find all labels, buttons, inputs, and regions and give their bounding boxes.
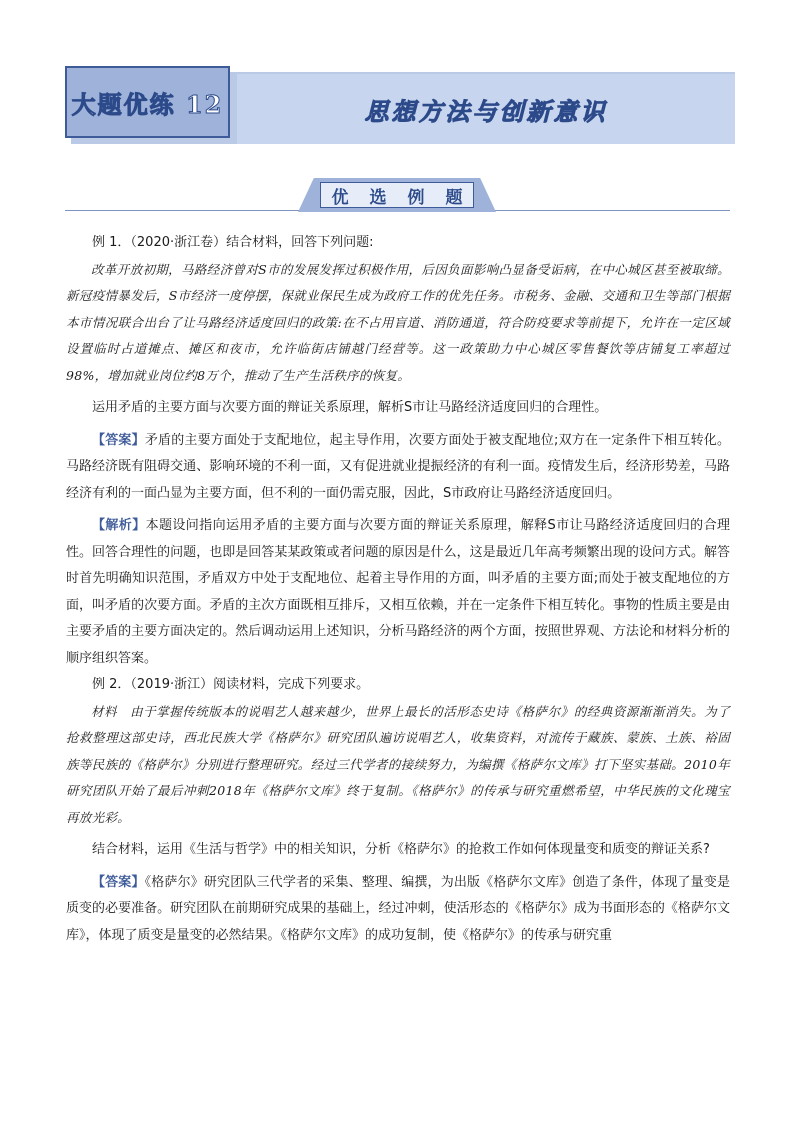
header-banner [65,66,735,146]
answer-text: 《格萨尔》研究团队三代学者的采集、整理、编撰，为出版《格萨尔文库》创造了条件，体现了量变是质变的必要准备。研究团队在前期研究成果的基础上，经过冲刺，使活形态的《格萨尔》成为书面形态的《格萨尔文库》，体现了质变是量变的必然结果。《格萨尔文库》的成功复制，使《格萨尔》的传承与研究重 [66,874,730,943]
answer-tag: 【答案】 [92,874,145,890]
document-body [66,230,730,949]
exercise-label: 大题优练 12 [71,89,224,119]
analysis-tag: 【解析】 [92,518,146,533]
question-1-prompt: 运用矛盾的主要方面与次要方面的辩证关系原理，解析S市让马路经济适度回归的合理性。 [92,400,608,415]
question-1-material: 改革开放初期，马路经济曾对S市的发展发挥过积极作用，后因负面影响凸显备受诟病，在中心城区甚至被取缔。新冠疫情暴发后，S市经济一度停摆，保就业保民生成为政府工作的优先任务。市税务、金融、交通和卫生等部门根据本市情况联合出台了让马路经济适度回归的政策:在不占用盲道、消防通道，符合防疫要求等前提下，允许在一定区域设置临时占道摊点、摊区和夜市，允许临街店铺越门经营等。这一政策助力中心城区零售餐饮等店铺复工率超过98%，增加就业岗位约8万个，推动了生产生活秩序的恢复。 [66,261,730,383]
badge-char: 题 [445,187,463,208]
question-1-analysis [66,513,730,672]
question-2-prompt: 结合材料，运用《生活与哲学》中的相关知识，分析《格萨尔》的抢救工作如何体现量变和质变的辩证关系? [92,842,710,857]
title-area [237,74,735,144]
badge-char: 选 [369,187,387,208]
question-1-intro: 例 1．（2020·浙江卷）结合材料，回答下列问题: [92,235,374,250]
analysis-text: 本题设问指向运用矛盾的主要方面与次要方面的辩证关系原理，解释S市让马路经济适度回归的合理性。回答合理性的问题，也即是回答某某政策或者问题的原因是什么，这是最近几年高考频繁出现的设问方式。解答时首先明确知识范围，矛盾双方中处于支配地位、起着主导作用的方面，叫矛盾的主要方面;而处于被支配地位的方面，叫矛盾的次要方面。矛盾的主次方面既相互排斥，又相互依赖，并在一定条件下相互转化。事物的性质主要是由主要矛盾的主要方面决定的。然后调动运用上述知识，分析马路经济的两个方面，按照世界观、方法论和材料分析的顺序组织答案。 [66,518,730,666]
page-title: 思想方法与创新意识 [364,96,608,126]
section-badge [298,178,496,212]
answer-tag: 【答案】 [92,432,145,448]
badge-char: 优 [331,187,349,208]
answer-text: 矛盾的主要方面处于支配地位，起主导作用，次要方面处于被支配地位;双方在一定条件下相互转化。马路经济既有阻碍交通、影响环境的不利一面，又有促进就业提振经济的有利一面。疫情发生后，经济形势差，马路经济有利的一面凸显为主要方面，但不利的一面仍需克服，因此，S市政府让马路经济适度回归。 [66,432,730,501]
question-2-material: 材料 由于掌握传统版本的说唱艺人越来越少，世界上最长的活形态史诗《格萨尔》的经典资源渐渐消失。为了抢救整理这部史诗，西北民族大学《格萨尔》研究团队遍访说唱艺人，收集资料，对流传于藏族、蒙族、土族、裕固族等民族的《格萨尔》分别进行整理研究。经过三代学者的接续努力，为编撰《格萨尔文库》打下坚实基础。2010年研究团队开始了最后冲刺2018年《格萨尔文库》终于复制。《格萨尔》的传承与研究重燃希望，中华民族的文化瑰宝再放光彩。 [66,703,730,825]
exercise-label-box [65,66,230,138]
question-2-intro: 例 2．（2019·浙江）阅读材料，完成下列要求。 [92,677,370,692]
question-1-answer [66,428,730,508]
badge-char: 例 [407,187,425,208]
section-header [65,174,730,214]
question-2-answer [66,870,730,950]
badge-inner [320,182,474,208]
